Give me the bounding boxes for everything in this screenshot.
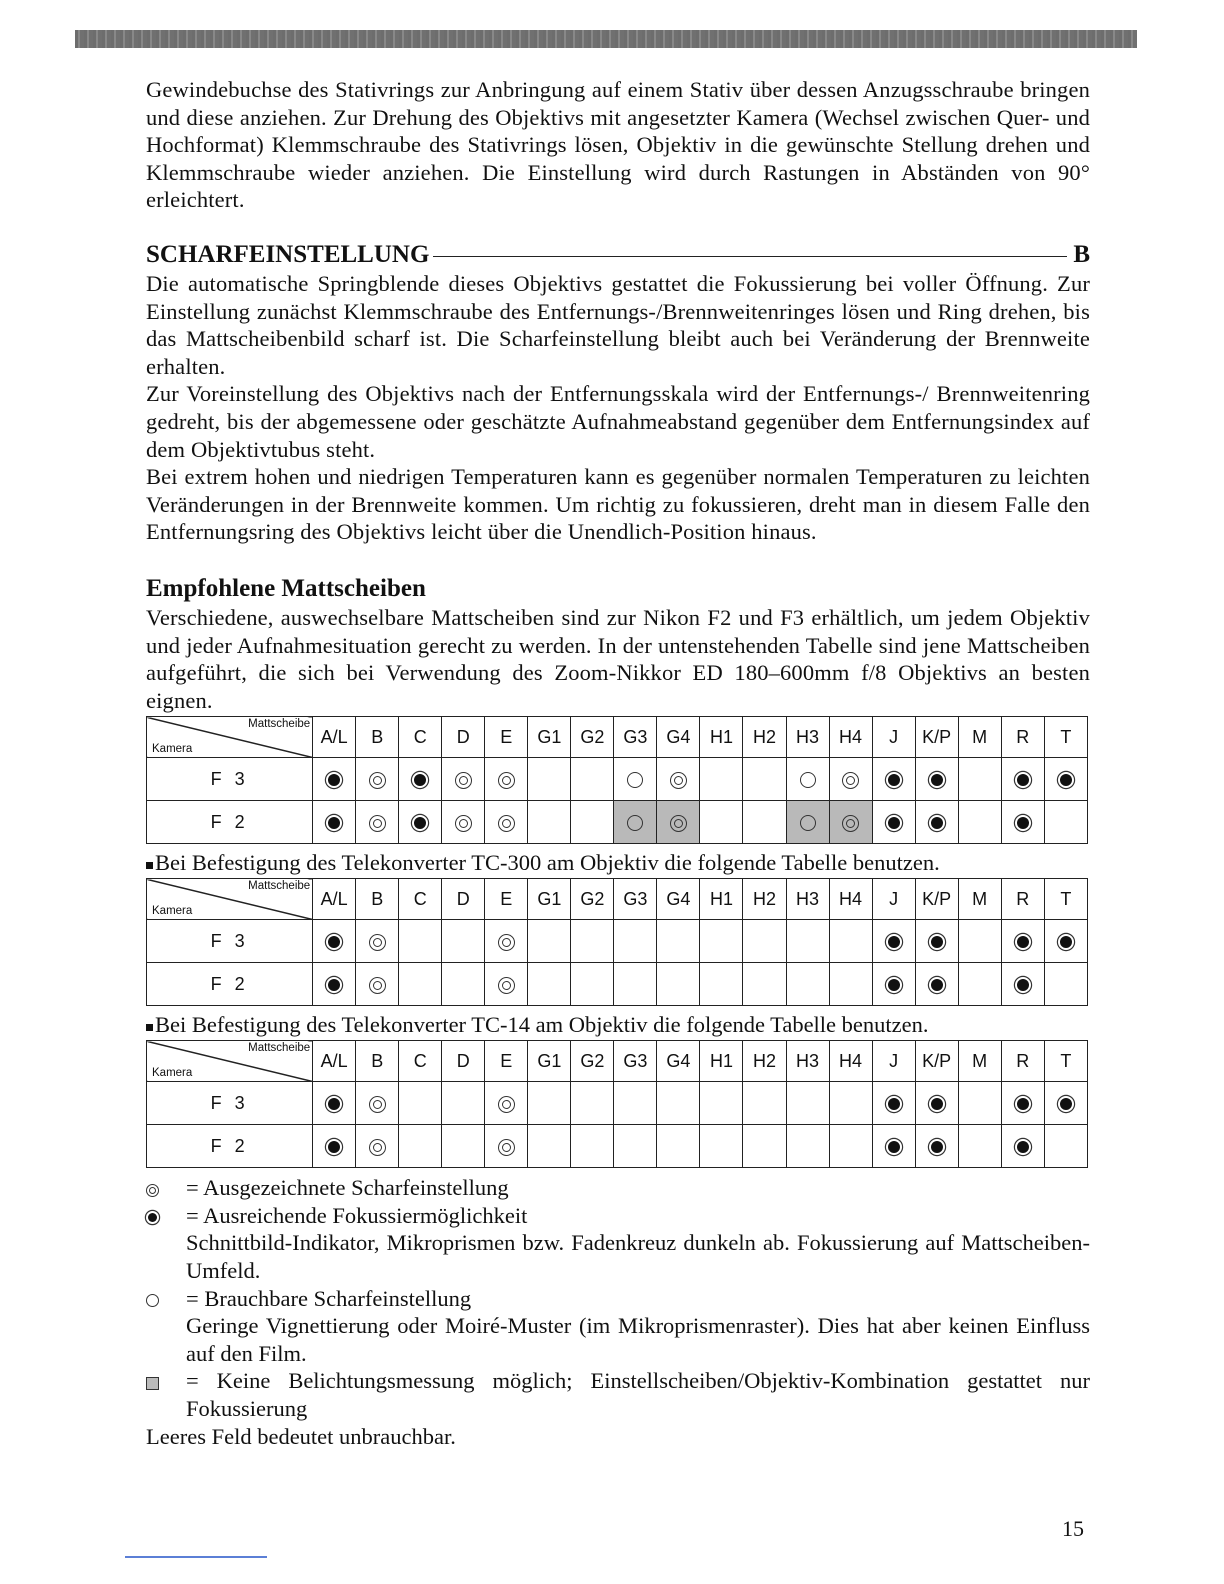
- legend-text: = Brauchbare Scharfeinstellung: [186, 1285, 472, 1311]
- camera-label: F 3: [147, 758, 313, 801]
- table-cell: [915, 758, 958, 801]
- filled-circle-icon: [888, 936, 900, 948]
- screens-paragraph: Verschiedene, auswechselbare Mattscheiben sind zur Nikon F2 und F3 erhältlich, um jedem Objektiv und jeder Aufnahmesituation gerecht zu werden. In der untenstehenden Tabelle sind jene Mattscheiben aufgeführt, die sich bei Verwendung des Zoom-Nikkor ED 180–600mm f/8 Objektivs an besten eignen.: [146, 604, 1090, 713]
- table-cell: [958, 801, 1001, 844]
- column-header: G4: [657, 1041, 700, 1082]
- table-cell: [743, 801, 786, 844]
- table-cell: [958, 1082, 1001, 1125]
- filled-circle-icon: [888, 1098, 900, 1110]
- page-content: [146, 76, 1090, 1450]
- table-cell: [313, 758, 356, 801]
- column-header: J: [872, 717, 915, 758]
- column-header: H1: [700, 1041, 743, 1082]
- table-cell: [958, 920, 1001, 963]
- column-header: G1: [528, 879, 571, 920]
- table-row: [147, 963, 1088, 1006]
- legend-item: [146, 1285, 1090, 1368]
- bottom-rule: [125, 1556, 267, 1558]
- legend-body: [186, 1367, 1090, 1422]
- camera-label: F 2: [147, 1125, 313, 1168]
- table-cell: [356, 920, 399, 963]
- column-header: J: [872, 1041, 915, 1082]
- column-header: K/P: [915, 879, 958, 920]
- column-header: G4: [657, 879, 700, 920]
- table-row: [147, 758, 1088, 801]
- double-circle-icon: [498, 815, 515, 832]
- filled-circle-icon: [1060, 1098, 1072, 1110]
- column-header: G4: [657, 717, 700, 758]
- table-header-row: [147, 1041, 1088, 1082]
- filled-circle-icon: [888, 979, 900, 991]
- table-cell: [657, 1125, 700, 1168]
- column-header: M: [958, 717, 1001, 758]
- column-header: C: [399, 717, 442, 758]
- table-cell: [442, 1082, 485, 1125]
- double-circle-icon: [369, 977, 386, 994]
- table-cell: [915, 920, 958, 963]
- column-header: T: [1044, 717, 1087, 758]
- table-cell: [313, 1082, 356, 1125]
- table-cell: [829, 963, 872, 1006]
- table-cell: [356, 1125, 399, 1168]
- page-number: 15: [1062, 1516, 1084, 1541]
- filled-circle-icon: [931, 1141, 943, 1153]
- table-cell: [614, 920, 657, 963]
- table-cell: [356, 963, 399, 1006]
- table-cell: [614, 963, 657, 1006]
- column-header: B: [356, 1041, 399, 1082]
- double-circle-icon: [146, 1184, 159, 1197]
- column-header: H3: [786, 717, 829, 758]
- table-cell: [700, 1125, 743, 1168]
- open-circle-icon: [627, 772, 643, 788]
- column-header: M: [958, 1041, 1001, 1082]
- table-cell: [786, 758, 829, 801]
- column-header: K/P: [915, 717, 958, 758]
- column-header: D: [442, 717, 485, 758]
- table-cell: [1044, 801, 1087, 844]
- filled-circle-icon: [1017, 936, 1029, 948]
- table-cell: [657, 801, 700, 844]
- screen-table: [146, 878, 1088, 1006]
- section-title: SCHARFEINSTELLUNG: [146, 240, 430, 268]
- camera-label: F 3: [147, 920, 313, 963]
- column-header: R: [1001, 879, 1044, 920]
- double-circle-icon: [455, 815, 472, 832]
- table-cell: [700, 1082, 743, 1125]
- table-header-row: [147, 879, 1088, 920]
- legend-body: [186, 1174, 1090, 1202]
- bullet-square-icon: [146, 1024, 153, 1031]
- filled-circle-icon: [328, 817, 340, 829]
- table-cell: [528, 963, 571, 1006]
- camera-label: F 3: [147, 1082, 313, 1125]
- corner-label-camera: Kamera: [152, 905, 193, 918]
- filled-circle-icon: [148, 1213, 157, 1222]
- table-cell: [356, 758, 399, 801]
- table-cell: [657, 758, 700, 801]
- camera-label: F 2: [147, 963, 313, 1006]
- legend: [146, 1174, 1090, 1450]
- camera-label: F 2: [147, 801, 313, 844]
- table-cell: [485, 1082, 528, 1125]
- table-cell: [743, 758, 786, 801]
- column-header: H3: [786, 879, 829, 920]
- filled-circle-icon: [888, 817, 900, 829]
- column-header: E: [485, 1041, 528, 1082]
- subheading: Empfohlene Mattscheiben: [146, 574, 426, 602]
- table-cell: [829, 1082, 872, 1125]
- table-cell: [528, 758, 571, 801]
- double-circle-icon: [498, 1139, 515, 1156]
- table-cell: [313, 963, 356, 1006]
- column-header: H2: [743, 717, 786, 758]
- table-cell: [442, 758, 485, 801]
- legend-symbol: [146, 1285, 186, 1368]
- table-cell: [786, 963, 829, 1006]
- table-cell: [1044, 758, 1087, 801]
- double-circle-icon: [498, 1096, 515, 1113]
- table-cell: [614, 801, 657, 844]
- column-header: K/P: [915, 1041, 958, 1082]
- table-cell: [958, 963, 1001, 1006]
- double-circle-icon: [369, 1139, 386, 1156]
- screen-table: [146, 716, 1088, 844]
- focus-paragraph-2: Zur Voreinstellung des Objektivs nach der Entfernungsskala wird der Entfernungs-/ Brennweitenring gedreht, bis der abgemessene oder geschätzte Aufnahmeabstand gegenüber dem Entfernungsindex auf dem Objektivtubus steht.: [146, 381, 1090, 462]
- footer-note: Leeres Feld bedeutet unbrauchbar.: [146, 1423, 456, 1449]
- filled-circle-icon: [328, 774, 340, 786]
- double-circle-icon: [369, 934, 386, 951]
- column-header: T: [1044, 1041, 1087, 1082]
- header-bar: [75, 30, 1137, 48]
- column-header: A/L: [313, 717, 356, 758]
- column-header: G2: [571, 1041, 614, 1082]
- filled-circle-icon: [931, 979, 943, 991]
- double-circle-icon: [369, 772, 386, 789]
- legend-item: [146, 1202, 1090, 1285]
- table-cell: [915, 1125, 958, 1168]
- table-row: [147, 920, 1088, 963]
- column-header: B: [356, 717, 399, 758]
- legend-text: = Ausreichende Fokussiermöglichkeit: [186, 1202, 528, 1228]
- table-cell: [657, 1082, 700, 1125]
- column-header: C: [399, 879, 442, 920]
- filled-circle-icon: [1060, 936, 1072, 948]
- table-row: [147, 1125, 1088, 1168]
- table-cell: [1044, 1082, 1087, 1125]
- table-cell: [743, 920, 786, 963]
- table-cell: [442, 963, 485, 1006]
- table-cell: [442, 801, 485, 844]
- filled-circle-icon: [328, 979, 340, 991]
- table-cell: [1044, 963, 1087, 1006]
- screen-tables: [146, 716, 1090, 1168]
- double-circle-icon: [842, 772, 859, 789]
- intro-paragraph: Gewindebuchse des Stativrings zur Anbringung auf einem Stativ über dessen Anzugsschraube bringen und diese anziehen. Zur Drehung des Objektivs mit angesetzter Kamera (Wechsel zwischen Quer- und Hochformat) Klemmschraube des Stativrings lösen, Objektiv in die gewünschte Stellung drehen und Klemmschraube wieder anziehen. Die Einstellung wird durch Rastungen in Abständen von 90° erleichtert.: [146, 77, 1090, 213]
- screen-table: [146, 1040, 1088, 1168]
- column-header: E: [485, 717, 528, 758]
- filled-circle-icon: [931, 774, 943, 786]
- table-cell: [356, 1082, 399, 1125]
- legend-text: = Ausgezeichnete Scharfeinstellung: [186, 1175, 509, 1201]
- double-circle-icon: [670, 772, 687, 789]
- table-cell: [872, 920, 915, 963]
- table-cell: [528, 1125, 571, 1168]
- column-header: G2: [571, 717, 614, 758]
- section-letter: B: [1073, 240, 1090, 268]
- table-note: [146, 850, 1090, 876]
- table-cell: [743, 1082, 786, 1125]
- table-cell: [571, 920, 614, 963]
- table-cell: [872, 1125, 915, 1168]
- corner-label-camera: Kamera: [152, 1067, 193, 1080]
- table-cell: [872, 1082, 915, 1125]
- table-cell: [614, 1125, 657, 1168]
- column-header: H4: [829, 879, 872, 920]
- column-header: H1: [700, 879, 743, 920]
- table-cell: [915, 801, 958, 844]
- double-circle-icon: [369, 1096, 386, 1113]
- filled-circle-icon: [931, 936, 943, 948]
- legend-symbol: [146, 1174, 186, 1202]
- table-cell: [485, 963, 528, 1006]
- table-cell: [1001, 1125, 1044, 1168]
- table-cell: [872, 801, 915, 844]
- filled-circle-icon: [1017, 1098, 1029, 1110]
- table-cell: [1044, 1125, 1087, 1168]
- table-cell: [485, 758, 528, 801]
- focus-paragraph-3: Bei extrem hohen und niedrigen Temperaturen kann es gegenüber normalen Temperaturen zu leichten Veränderungen in der Brennweite kommen. Um richtig zu fokussieren, dreht man in diesem Falle den Entfernungsring des Objektivs leicht über die Unendlich-Position hinaus.: [146, 464, 1090, 545]
- table-cell: [829, 920, 872, 963]
- column-header: H4: [829, 717, 872, 758]
- table-cell: [485, 920, 528, 963]
- column-header: G3: [614, 717, 657, 758]
- filled-circle-icon: [414, 774, 426, 786]
- column-header: A/L: [313, 1041, 356, 1082]
- table-cell: [657, 920, 700, 963]
- legend-item: [146, 1367, 1090, 1422]
- table-cell: [485, 801, 528, 844]
- table-cell: [571, 801, 614, 844]
- column-header: H2: [743, 879, 786, 920]
- table-cell: [872, 758, 915, 801]
- table-cell: [700, 963, 743, 1006]
- column-header: G1: [528, 1041, 571, 1082]
- column-header: J: [872, 879, 915, 920]
- column-header: H4: [829, 1041, 872, 1082]
- table-note-text: Bei Befestigung des Telekonverter TC-14 am Objektiv die folgende Tabelle benutzen.: [155, 1012, 929, 1038]
- filled-circle-icon: [1017, 817, 1029, 829]
- focus-paragraph-1: Die automatische Springblende dieses Objektivs gestattet die Fokussierung bei voller Öffnung. Zur Einstellung zunächst Klemmschraube des Entfernungs-/Brennweitenringes lösen und Ring drehen, bis das Mattscheibenbild scharf ist. Die Scharfeinstellung bleibt auch bei Veränderung der Brennweite erhalten.: [146, 270, 1090, 379]
- legend-text: = Keine Belichtungsmessung möglich; Einstellscheiben/Objektiv-Kombination gestattet nur Fokussierung: [186, 1368, 1090, 1422]
- bullet-square-icon: [146, 862, 153, 869]
- column-header: A/L: [313, 879, 356, 920]
- table-cell: [1001, 1082, 1044, 1125]
- table-cell: [700, 801, 743, 844]
- filled-circle-icon: [1017, 774, 1029, 786]
- table-cell: [829, 758, 872, 801]
- heading-rule: [433, 256, 1067, 257]
- double-circle-icon: [455, 772, 472, 789]
- table-cell: [786, 801, 829, 844]
- table-row: [147, 801, 1088, 844]
- table-cell: [571, 963, 614, 1006]
- legend-detail: Schnittbild-Indikator, Mikroprismen bzw. Fadenkreuz dunkeln ab. Fokussierung auf Mattscheiben-Umfeld.: [186, 1230, 1090, 1284]
- column-header: H1: [700, 717, 743, 758]
- table-cell: [786, 920, 829, 963]
- column-header: D: [442, 879, 485, 920]
- table-cell: [528, 920, 571, 963]
- column-header: D: [442, 1041, 485, 1082]
- filled-circle-icon: [328, 1098, 340, 1110]
- filled-circle-icon: [414, 817, 426, 829]
- corner-label-screen: Mattscheibe: [248, 718, 311, 731]
- shaded-square-icon: [146, 1377, 159, 1390]
- corner-label-screen: Mattscheibe: [248, 1042, 311, 1055]
- legend-detail: Geringe Vignettierung oder Moiré-Muster (im Mikroprismenraster). Dies hat aber keinen Einfluss auf den Film.: [186, 1313, 1090, 1366]
- table-cell: [1044, 920, 1087, 963]
- table-note-text: Bei Befestigung des Telekonverter TC-300 am Objektiv die folgende Tabelle benutzen.: [155, 850, 940, 876]
- section-heading: [146, 240, 1090, 270]
- table-cell: [356, 801, 399, 844]
- filled-circle-icon: [888, 774, 900, 786]
- table-cell: [829, 1125, 872, 1168]
- column-header: G3: [614, 879, 657, 920]
- double-circle-icon: [498, 772, 515, 789]
- table-cell: [399, 1125, 442, 1168]
- double-circle-icon: [498, 977, 515, 994]
- table-cell: [958, 758, 1001, 801]
- table-cell: [571, 1125, 614, 1168]
- column-header: G2: [571, 879, 614, 920]
- table-note: [146, 1012, 1090, 1038]
- filled-circle-icon: [1017, 1141, 1029, 1153]
- table-cell: [786, 1125, 829, 1168]
- column-header: C: [399, 1041, 442, 1082]
- table-cell: [442, 920, 485, 963]
- column-header: H2: [743, 1041, 786, 1082]
- table-corner-cell: [147, 879, 313, 920]
- filled-circle-icon: [931, 1098, 943, 1110]
- table-cell: [399, 801, 442, 844]
- legend-body: [186, 1202, 1090, 1285]
- table-cell: [528, 801, 571, 844]
- table-cell: [1001, 801, 1044, 844]
- open-circle-icon: [800, 815, 816, 831]
- double-circle-icon: [498, 934, 515, 951]
- filled-circle-icon: [888, 1141, 900, 1153]
- table-cell: [399, 1082, 442, 1125]
- table-cell: [571, 1082, 614, 1125]
- column-header: G3: [614, 1041, 657, 1082]
- table-cell: [528, 1082, 571, 1125]
- legend-symbol: [146, 1367, 186, 1422]
- open-circle-icon: [627, 815, 643, 831]
- column-header: E: [485, 879, 528, 920]
- column-header: G1: [528, 717, 571, 758]
- table-corner-cell: [147, 1041, 313, 1082]
- table-cell: [958, 1125, 1001, 1168]
- filled-circle-icon: [328, 1141, 340, 1153]
- table-cell: [571, 758, 614, 801]
- table-cell: [442, 1125, 485, 1168]
- column-header: R: [1001, 1041, 1044, 1082]
- table-cell: [915, 963, 958, 1006]
- table-cell: [614, 1082, 657, 1125]
- table-cell: [313, 1125, 356, 1168]
- table-cell: [872, 963, 915, 1006]
- table-cell: [657, 963, 700, 1006]
- table-cell: [1001, 920, 1044, 963]
- table-cell: [700, 758, 743, 801]
- legend-body: [186, 1285, 1090, 1368]
- column-header: B: [356, 879, 399, 920]
- double-circle-icon: [670, 815, 687, 832]
- column-header: M: [958, 879, 1001, 920]
- table-cell: [1001, 963, 1044, 1006]
- table-cell: [399, 758, 442, 801]
- table-cell: [915, 1082, 958, 1125]
- table-cell: [313, 801, 356, 844]
- table-cell: [786, 1082, 829, 1125]
- legend-symbol: [146, 1202, 186, 1285]
- table-cell: [399, 963, 442, 1006]
- table-cell: [829, 801, 872, 844]
- corner-label-screen: Mattscheibe: [248, 880, 311, 893]
- column-header: H3: [786, 1041, 829, 1082]
- open-circle-icon: [146, 1294, 159, 1307]
- table-cell: [313, 920, 356, 963]
- filled-circle-icon: [1060, 774, 1072, 786]
- table-cell: [743, 963, 786, 1006]
- table-header-row: [147, 717, 1088, 758]
- column-header: R: [1001, 717, 1044, 758]
- filled-circle-icon: [931, 817, 943, 829]
- table-cell: [485, 1125, 528, 1168]
- corner-label-camera: Kamera: [152, 743, 193, 756]
- double-circle-icon: [369, 815, 386, 832]
- table-corner-cell: [147, 717, 313, 758]
- table-cell: [399, 920, 442, 963]
- filled-circle-icon: [1017, 979, 1029, 991]
- table-cell: [1001, 758, 1044, 801]
- table-cell: [614, 758, 657, 801]
- column-header: T: [1044, 879, 1087, 920]
- double-circle-icon: [842, 815, 859, 832]
- filled-circle-icon: [328, 936, 340, 948]
- legend-item: [146, 1174, 1090, 1202]
- open-circle-icon: [800, 772, 816, 788]
- table-row: [147, 1082, 1088, 1125]
- table-cell: [700, 920, 743, 963]
- table-cell: [743, 1125, 786, 1168]
